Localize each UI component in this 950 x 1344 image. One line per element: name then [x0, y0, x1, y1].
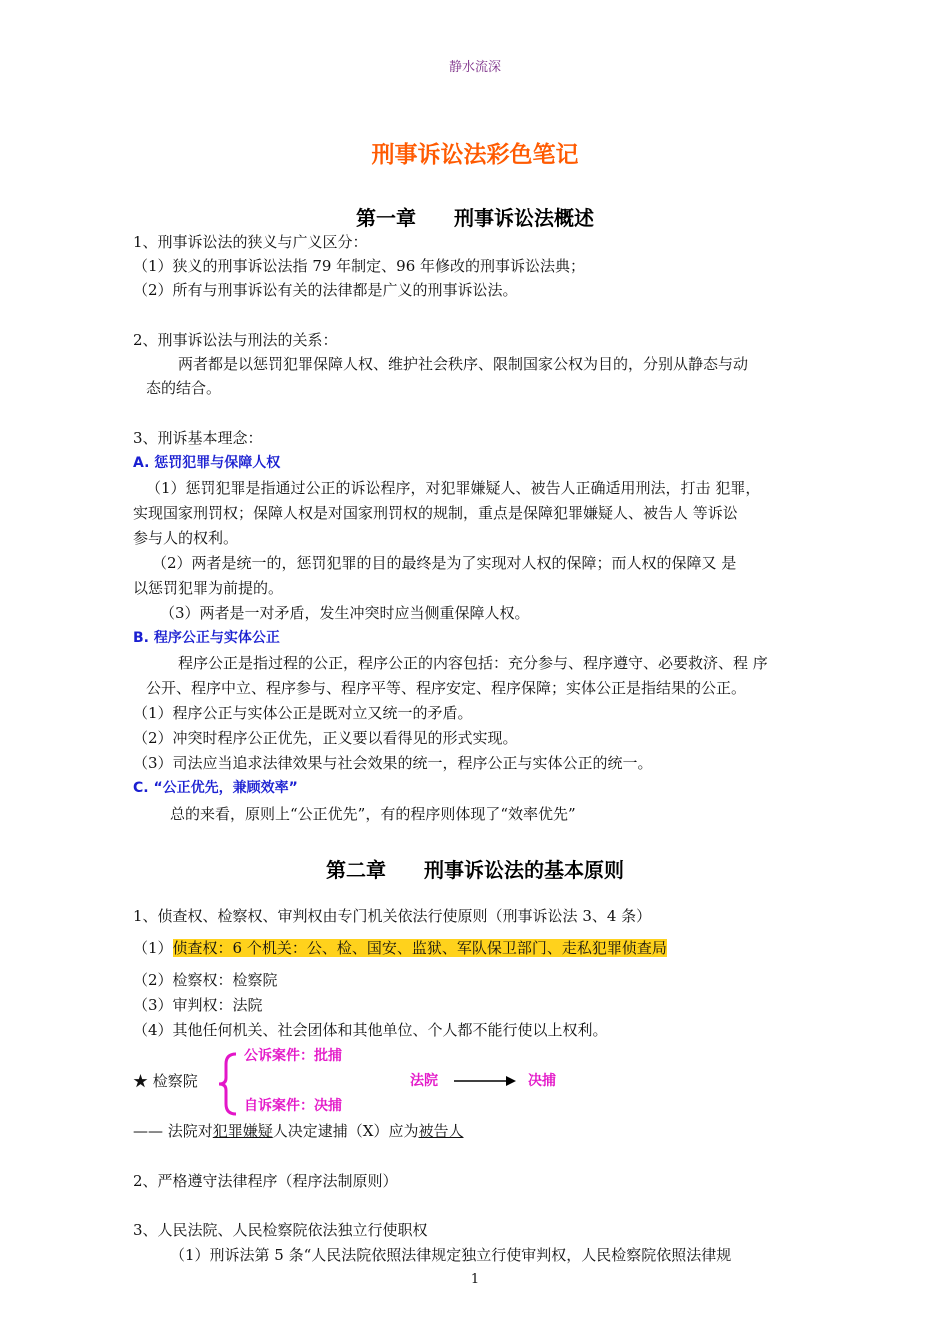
- c2-para-1-1: [133, 938, 667, 958]
- c1-line-2: （1）狭义的刑事诉讼法指 79 年制定、96 年修改的刑事诉讼法典；: [133, 257, 586, 275]
- a-line-1: （1）惩罚犯罪是指通过公正的诉讼程序，对犯罪嫌疑人、被告人正确适用刑法，打击 犯罪，: [146, 479, 761, 497]
- chapter1-number: 第一章: [356, 206, 416, 230]
- c2-para-1-3: （3）审判权：法院: [133, 996, 263, 1014]
- a-line-2: 实现国家刑罚权；保障人权是对国家刑罚权的规制，重点是保障犯罪嫌疑人、被告人 等诉讼: [133, 504, 738, 522]
- note-underline-suspect: 犯罪嫌疑: [212, 1122, 273, 1140]
- diagram-court: 法院: [410, 1073, 438, 1089]
- c2-para-1-2: （2）检察权：检察院: [133, 971, 278, 989]
- b-line-4: （2）冲突时程序公正优先，正义要以看得见的形式实现。: [133, 729, 518, 747]
- section-b-heading: B. 程序公正与实体公正: [133, 630, 280, 646]
- c2-para-1-4: （4）其他任何机关、社会团体和其他单位、个人都不能行使以上权利。: [133, 1021, 608, 1039]
- c2-para-2: 2、严格遵守法律程序（程序法制原则）: [133, 1172, 398, 1190]
- chapter2-number: 第二章: [326, 858, 386, 882]
- b-line-2: 公开、程序中立、程序参与、程序平等、程序安定、程序保障；实体公正是指结果的公正。: [146, 679, 747, 697]
- diagram-public-case: 公诉案件：批捕: [244, 1048, 342, 1064]
- brace-icon: [216, 1052, 240, 1116]
- c1-line-3: （2）所有与刑事诉讼有关的法律都是广义的刑事诉讼法。: [133, 281, 518, 299]
- b-line-5: （3）司法应当追求法律效果与社会效果的统一，程序公正与实体公正的统一。: [133, 754, 653, 772]
- a-line-3: 参与人的权利。: [133, 529, 239, 547]
- c1-line-7: 3、刑诉基本理念：: [133, 429, 263, 447]
- chapter2-name: 刑事诉讼法的基本原则: [424, 858, 624, 882]
- chapter2-heading: [0, 854, 950, 883]
- diagram-procuratorate: ★ 检察院: [133, 1072, 198, 1090]
- a-line-5: 以惩罚犯罪为前提的。: [133, 579, 284, 597]
- c1-line-5: 两者都是以惩罚犯罪保障人权、维护社会秩序、限制国家公权为目的，分别从静态与动: [178, 355, 749, 373]
- c1-line-6: 态的结合。: [146, 379, 222, 397]
- section-a-heading: A. 惩罚犯罪与保障人权: [133, 455, 281, 471]
- c-line-1: 总的来看，原则上“公正优先”，有的程序则体现了“效率优先”: [170, 805, 576, 823]
- c2-para-3-1: （1）刑诉法第 5 条“人民法院依照法律规定独立行使审判权，人民检察院依照法律规: [170, 1246, 732, 1264]
- note-text-2: 人决定逮捕（X）应为: [272, 1122, 419, 1140]
- highlighted-investigation-text: 侦查权：6 个机关：公、检、国安、监狱、军队保卫部门、走私犯罪侦查局: [172, 939, 667, 957]
- arrow-right-icon: [452, 1074, 518, 1088]
- note-text-1: 法院对: [163, 1122, 213, 1140]
- chapter1-heading: [0, 202, 950, 231]
- c2-para-1: 1、侦查权、检察权、审判权由专门机关依法行使原则（刑事诉讼法 3、4 条）: [133, 907, 652, 925]
- c2-para-1-1-prefix: （1）: [133, 939, 173, 957]
- b-line-1: 程序公正是指过程的公正，程序公正的内容包括：充分参与、程序遵守、必要救济、程 序: [178, 654, 768, 672]
- c2-para-3: 3、人民法院、人民检察院依法独立行使职权: [133, 1221, 428, 1239]
- page-header: 静水流深: [448, 60, 501, 75]
- note-underline-defendant: 被告人: [418, 1122, 464, 1140]
- a-line-4: （2）两者是统一的，惩罚犯罪的目的最终是为了实现对人权的保障；而人权的保障又 是: [152, 554, 737, 572]
- diagram-private-case: 自诉案件：决捕: [244, 1098, 342, 1114]
- chapter1-name: 刑事诉讼法概述: [454, 206, 594, 230]
- c1-line-1: 1、刑事诉讼法的狭义与广义区分：: [133, 233, 368, 251]
- b-line-3: （1）程序公正与实体公正是既对立又统一的矛盾。: [133, 704, 473, 722]
- page-number: 1: [470, 1272, 480, 1287]
- document-title: 刑事诉讼法彩色笔记: [371, 142, 579, 168]
- note-dash: ——: [133, 1122, 163, 1140]
- section-c-heading: C. “公正优先，兼顾效率”: [133, 780, 298, 796]
- diagram-result: 决捕: [528, 1073, 556, 1089]
- c2-note: [133, 1121, 464, 1141]
- a-line-6: （3）两者是一对矛盾，发生冲突时应当侧重保障人权。: [160, 604, 530, 622]
- c1-line-4: 2、刑事诉讼法与刑法的关系：: [133, 331, 338, 349]
